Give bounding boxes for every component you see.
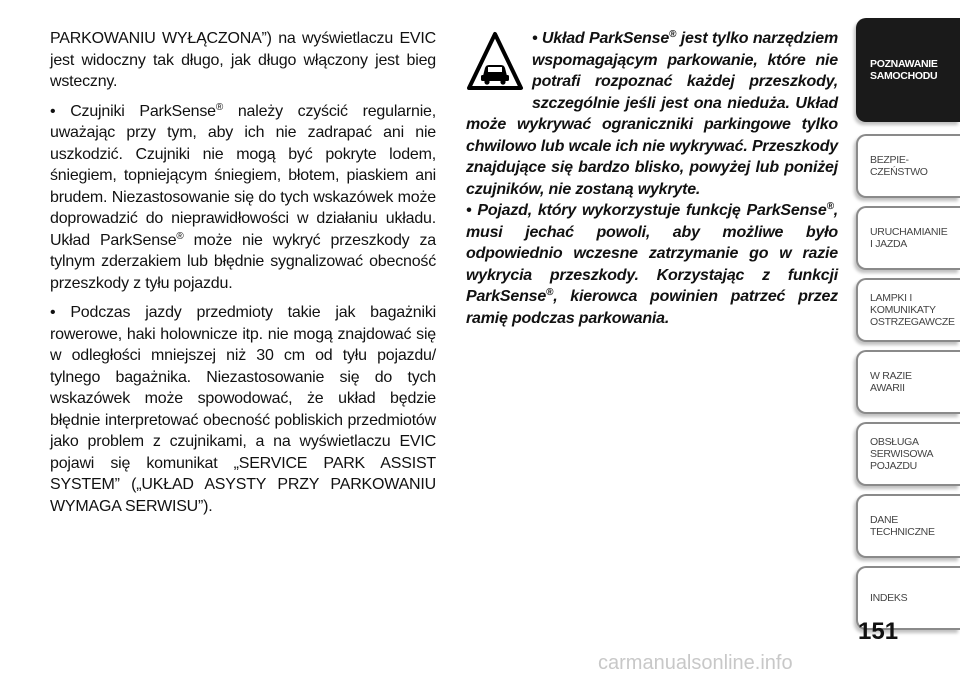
- text-fragment: • Pojazd, który wykorzystuje funkcję ParkSense: [466, 202, 827, 219]
- registered-mark: ®: [546, 287, 554, 298]
- tab-w-razie-awarii[interactable]: [856, 350, 960, 414]
- tab-label: BEZPIE- CZEŃSTWO: [870, 154, 928, 178]
- tab-label: POZNAWANIE SAMOCHODU: [870, 58, 938, 82]
- text-fragment: • Czujniki ParkSense: [50, 102, 216, 120]
- paragraph-sensor-cleaning: [50, 101, 436, 295]
- paragraph-evic-display: PARKOWANIU WYŁĄCZONA”) na wyświetlaczu EVIC jest widoczny tak długo, jak długo włączony jest bieg wsteczny.: [50, 30, 436, 90]
- registered-mark: ®: [176, 230, 184, 242]
- tab-label: DANE TECHNICZNE: [870, 514, 935, 538]
- left-column: [50, 28, 436, 525]
- tab-label: W RAZIE AWARII: [870, 370, 912, 394]
- text-fragment: należy czyścić regularnie, uważając przy tym, aby ich nie zadrapać ani nie uszkodzić. Czujniki nie mogą być pokryte lodem, śniegiem, topniejącym śniegiem, błotem, piaskiem ani brudem. Niezastosowanie się do tych wskazówek może doprowadzić do nieprawidłowości w działaniu układu. Układ ParkSense: [50, 102, 436, 249]
- warning-triangle-car-icon: [466, 30, 524, 94]
- tab-lampki-i-komunikaty[interactable]: [856, 278, 960, 342]
- page-number: 151: [858, 618, 899, 645]
- registered-mark: ®: [215, 101, 224, 113]
- tab-label: INDEKS: [870, 592, 908, 604]
- tab-poznawanie-samochodu[interactable]: [856, 18, 960, 122]
- paragraph-bike-racks: • Podczas jazdy przedmioty takie jak bagażniki rowerowe, haki holownicze itp. nie mogą znajdować się w odległości mniejszej niż 30 cm od tyłu pojazdu/ tylnego bagażnika. Niezastosowanie się do tych wskazówek może spowodować, że układ będzie błędnie interpretować obecność pobliskich przedmiotów jako problem z czujnikami, a na wyświetlaczu EVIC pojawi się komunikat „SERVICE PARK ASSIST SYSTEM” („UKŁAD ASYSTY PRZY PARKOWANIU WYMAGA SERWISU”).: [50, 304, 436, 515]
- tab-label: LAMPKI I KOMUNIKATY OSTRZEGAWCZE: [870, 292, 955, 328]
- text-fragment: , musi jechać powoli, aby możliwe było odpowiednio wczesne zatrzymanie go w razie wykrycia przeszkody. Korzystając z funkcji ParkSense: [466, 202, 838, 305]
- tab-uruchamianie-i-jazda[interactable]: [856, 206, 960, 270]
- warning-column: [466, 28, 838, 329]
- registered-mark: ®: [669, 29, 677, 40]
- tab-bezpieczenstwo[interactable]: [856, 134, 960, 198]
- tab-obsluga-serwisowa[interactable]: [856, 422, 960, 486]
- registered-mark: ®: [826, 201, 834, 212]
- text-fragment: może nie wykryć przeszkody za tylnym zderzakiem lub błędnie sygnalizować obecność przeszkody z tyłu pojazdu.: [50, 231, 436, 292]
- text-fragment: • Układ ParkSense: [532, 30, 670, 47]
- tab-dane-techniczne[interactable]: [856, 494, 960, 558]
- text-fragment: jest tylko narzędziem wspomagającym parkowanie, które nie potrafi rozpoznać każdej przeszkody, szczególnie jeśli jest ona nieduża. Układ może wykrywać ograniczniki parkingowe tylko chwilowo lub wcale ich nie wykrywać. Przeszkody znajdujące się bardzo blisko, powyżej lub poniżej czujników, nie zostaną wykryte.: [466, 30, 838, 198]
- tab-label: URUCHAMIANIE I JAZDA: [870, 226, 948, 250]
- watermark: carmanualsonline.info: [598, 652, 793, 674]
- warning-drive-slowly: [466, 200, 838, 329]
- tab-label: OBSŁUGA SERWISOWA POJAZDU: [870, 436, 934, 472]
- text-fragment: , kierowca powinien patrzeć przez ramię podczas parkowania.: [466, 288, 838, 327]
- section-tabs: [856, 18, 960, 638]
